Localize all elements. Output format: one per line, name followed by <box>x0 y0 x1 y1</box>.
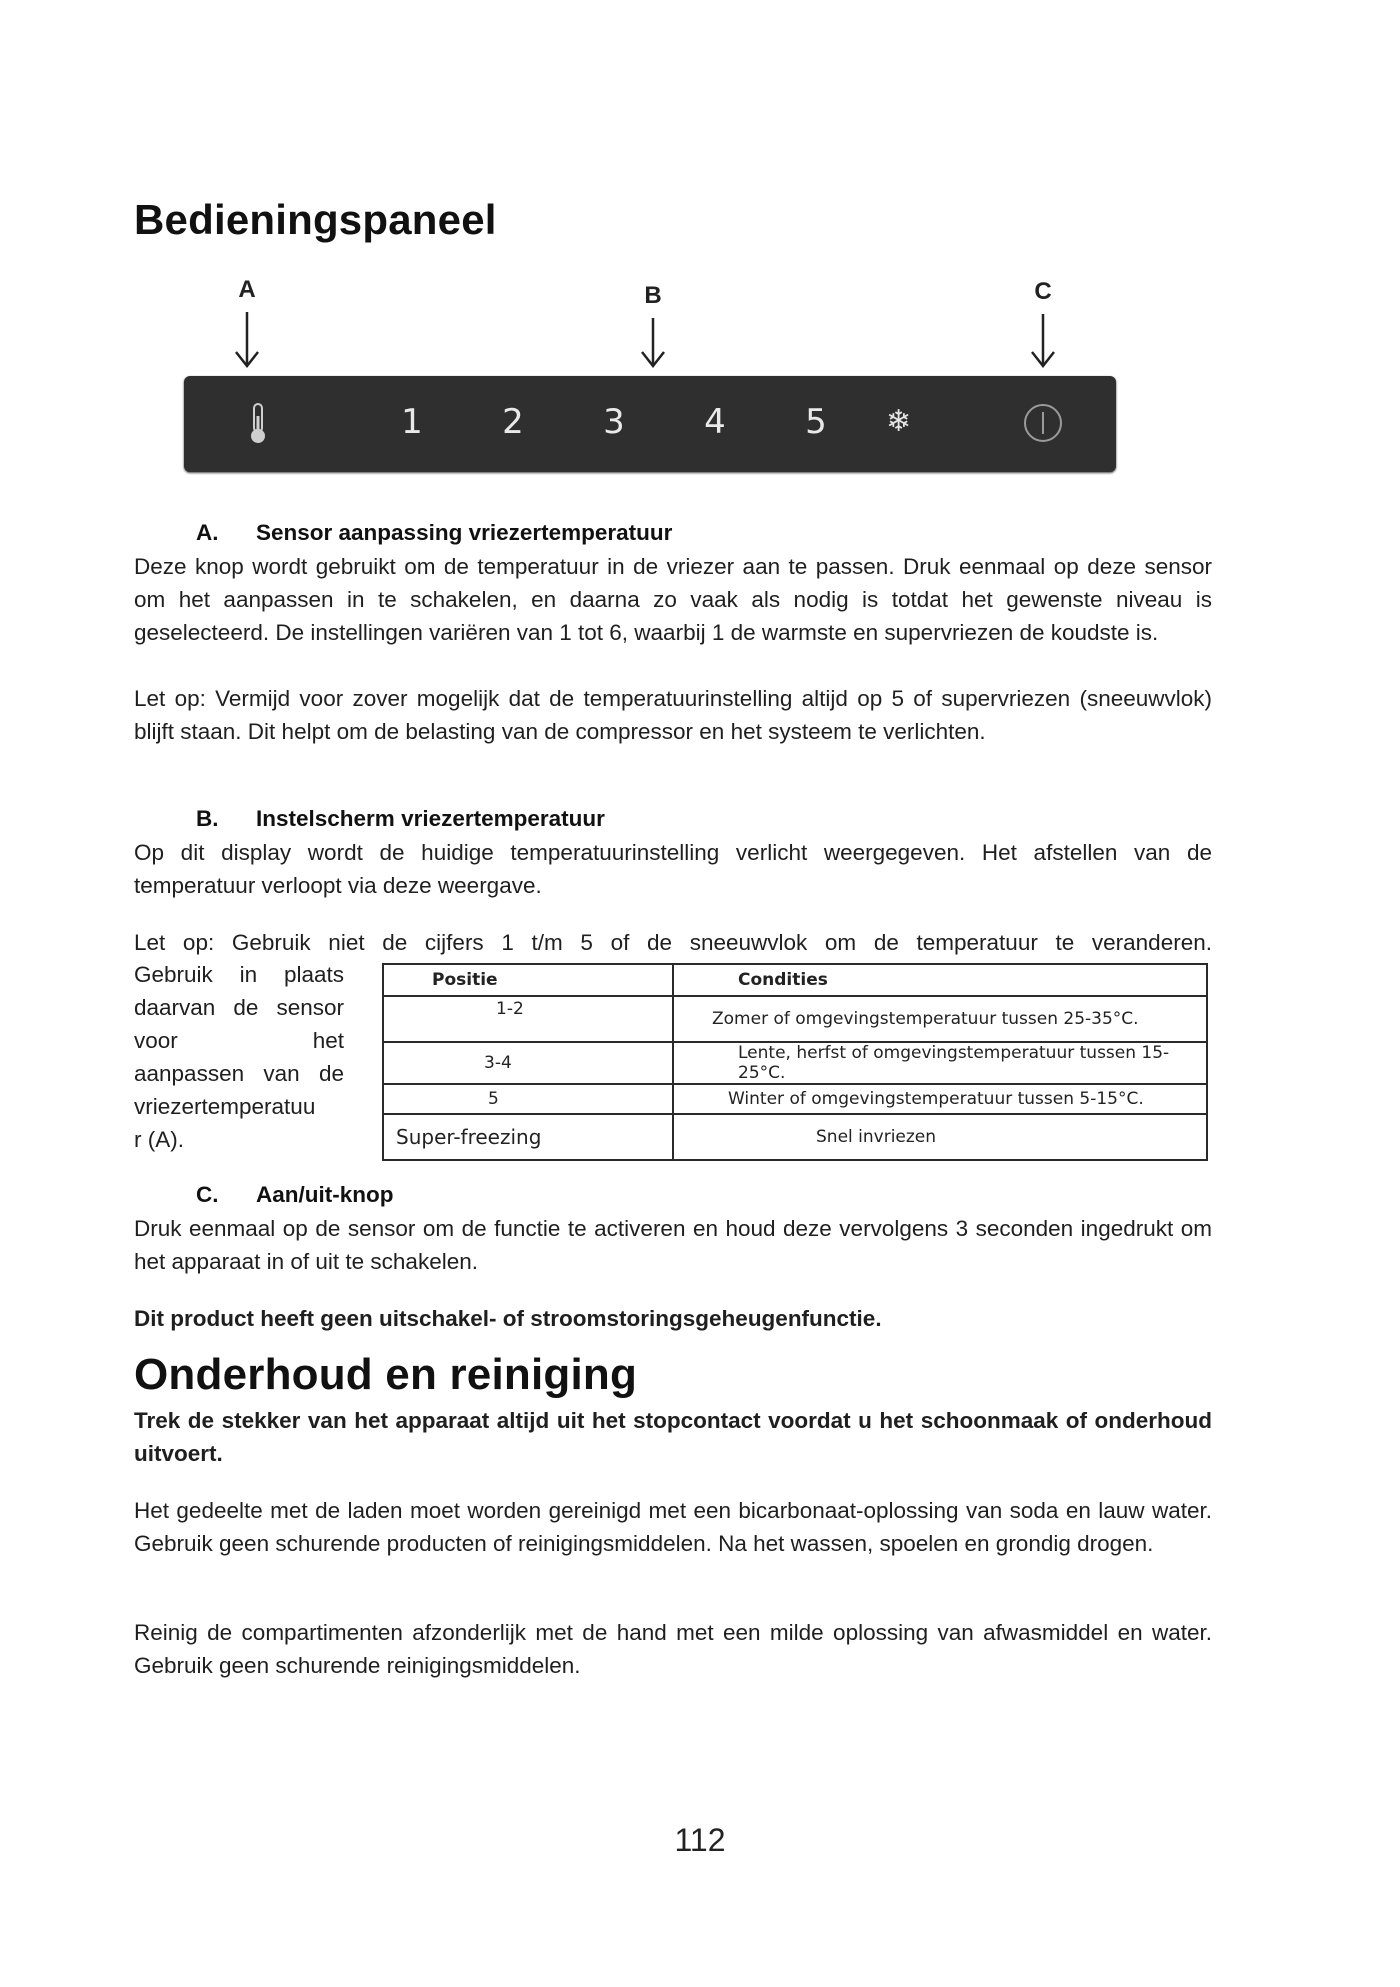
section-b-note-line: Let op: Gebruik niet de cijfers 1 t/m 5 of de sneeuwvlok om de temperatuur te veranderen. <box>134 930 1212 955</box>
table-header-condities: Condities <box>673 964 1207 996</box>
callout-a-label: A <box>238 276 256 303</box>
memory-note: Dit product heeft geen uitschakel- of stroomstoringsgeheugenfunctie. <box>134 1306 882 1331</box>
callout-c <box>1028 278 1058 370</box>
callout-b <box>638 282 668 370</box>
section-a-paragraph-1: Deze knop wordt gebruikt om de temperatuur in de vriezer aan te passen. Druk eenmaal op deze sensor om het aanpassen in te schakelen, en daarna zo vaak als nodig is totdat het gewenste niveau is geselecteerd. De instellingen variëren van 1 tot 6, waarbij 1 de warmste en supervriezen de koudste is. <box>134 554 1212 645</box>
section-a-title: Sensor aanpassing vriezertemperatuur <box>256 520 673 545</box>
section-a-letter: A. <box>196 520 219 545</box>
arrow-down-icon <box>232 310 262 370</box>
table-cell-positie: Super-freezing <box>383 1114 673 1160</box>
table-cell-positie: 1-2 <box>383 996 673 1042</box>
arrow-down-icon <box>638 316 668 370</box>
callout-c-label: C <box>1034 278 1052 305</box>
setting-4: 4 <box>704 402 726 442</box>
side-line: r (A). <box>134 1127 184 1152</box>
table-row <box>383 1084 1207 1114</box>
table-cell-positie: 5 <box>383 1084 673 1114</box>
cleaning-paragraph-1: Het gedeelte met de laden moet worden gereinigd met een bicarbonaat-oplossing van soda en lauw water. Gebruik geen schurende producten of reinigingsmiddelen. Na het wassen, spoelen en grondig drogen. <box>134 1498 1212 1556</box>
cleaning-paragraph-2: Reinig de compartimenten afzonderlijk met de hand met een milde oplossing van afwasmiddel en water. Gebruik geen schurende reinigingsmiddelen. <box>134 1620 1212 1678</box>
power-icon[interactable] <box>1024 404 1062 442</box>
maintenance-warning: Trek de stekker van het apparaat altijd uit het stopcontact voordat u het schoonmaak of onderhoud uitvoert. <box>134 1408 1212 1466</box>
side-line: vriezertemperatuu <box>134 1094 316 1119</box>
setting-1: 1 <box>401 402 423 442</box>
page-number: 112 <box>674 1822 726 1858</box>
side-line: voor het <box>134 1028 344 1053</box>
section-a-paragraph-2: Let op: Vermijd voor zover mogelijk dat de temperatuurinstelling altijd op 5 of supervriezen (sneeuwvlok) blijft staan. Dit helpt om de belasting van de compressor en het systeem te verlichten. <box>134 686 1212 744</box>
callout-b-label: B <box>644 282 662 309</box>
section-b-title: Instelscherm vriezertemperatuur <box>256 806 605 831</box>
section-c-title: Aan/uit-knop <box>256 1182 394 1207</box>
section-title-maintenance: Onderhoud en reiniging <box>134 1350 638 1399</box>
table-header-positie: Positie <box>383 964 673 996</box>
display-panel <box>184 376 1116 472</box>
table-cell-positie: 3-4 <box>383 1042 673 1084</box>
arrow-down-icon <box>1028 312 1058 370</box>
callout-a <box>232 276 262 370</box>
table-cell-conditie: Lente, herfst of omgevingstemperatuur tussen 15-25°C. <box>673 1042 1207 1084</box>
side-line: aanpassen van de <box>134 1061 344 1086</box>
thermometer-icon[interactable] <box>246 402 270 446</box>
table-header-row <box>383 964 1207 996</box>
section-c-letter: C. <box>196 1182 219 1207</box>
section-c-paragraph: Druk eenmaal op de sensor om de functie te activeren en houd deze vervolgens 3 seconden ingedrukt om het apparaat in of uit te schakelen. <box>134 1216 1212 1274</box>
section-b-letter: B. <box>196 806 219 831</box>
setting-5: 5 <box>805 402 827 442</box>
section-b-note-side <box>134 958 344 1156</box>
side-line: daarvan de sensor <box>134 995 344 1020</box>
table-cell-conditie: Snel invriezen <box>673 1114 1207 1160</box>
table-row <box>383 1042 1207 1084</box>
side-line: Gebruik in plaats <box>134 962 344 987</box>
table-row <box>383 1114 1207 1160</box>
table-cell-conditie: Zomer of omgevingstemperatuur tussen 25-35°C. <box>673 996 1207 1042</box>
snowflake-icon: ❄ <box>886 405 912 438</box>
section-b-paragraph-1: Op dit display wordt de huidige temperatuurinstelling verlicht weergegeven. Het afstellen van de temperatuur verloopt via deze weergave. <box>134 840 1212 898</box>
page-title: Bedieningspaneel <box>134 196 497 243</box>
setting-2: 2 <box>502 402 524 442</box>
table-row <box>383 996 1207 1042</box>
settings-table <box>382 963 1208 1161</box>
control-panel-illustration <box>180 270 1120 480</box>
setting-3: 3 <box>603 402 625 442</box>
table-cell-conditie: Winter of omgevingstemperatuur tussen 5-15°C. <box>673 1084 1207 1114</box>
